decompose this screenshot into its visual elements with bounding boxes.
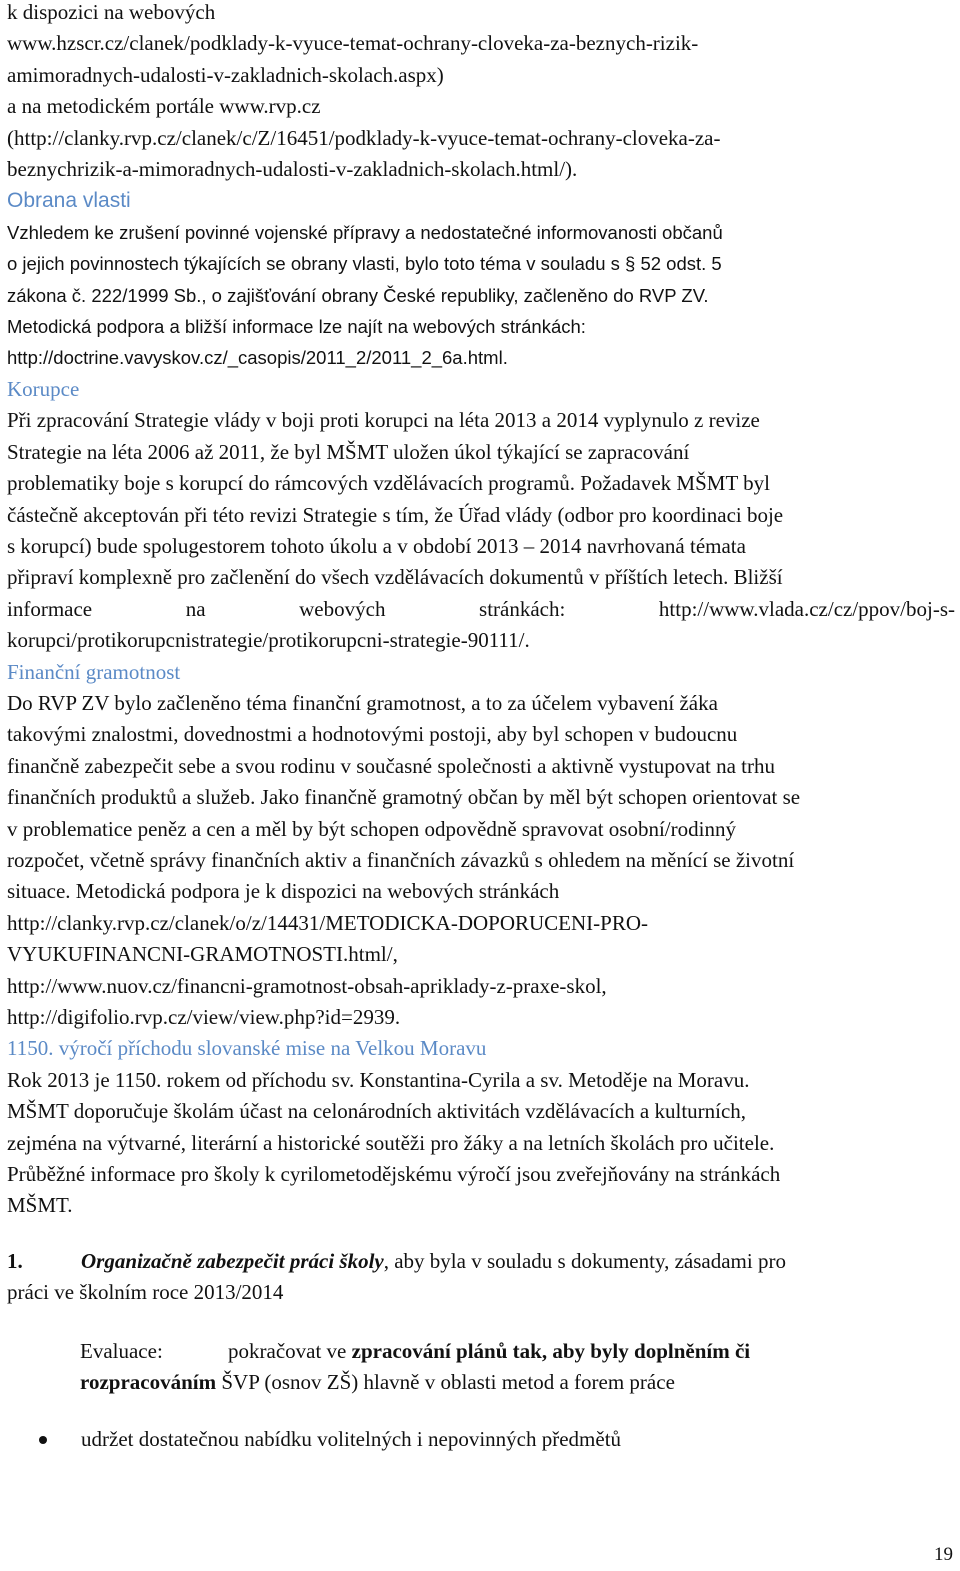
intro-url-line: amimoradnych-udalosti-v-zakladnich-skolach.aspx): [7, 62, 444, 87]
paragraph-line: Vzhledem ke zrušení povinné vojenské přípravy a nedostatečné informovanosti občanů: [7, 221, 723, 243]
paragraph-line: s korupcí) bude spolugestorem tohoto úkolu a v období 2013 – 2014 navrhovaná témata: [7, 533, 746, 558]
evaluation-line: Evaluace: pokračovat ve zpracování plánů tak, aby byly doplněním či: [80, 1336, 955, 1367]
paragraph-line: Při zpracování Strategie vlády v boji proti korupci na léta 2013 a 2014 vyplynulo z revize: [7, 408, 760, 433]
paragraph-line: Průběžné informace pro školy k cyrilometodějskému výročí jsou zveřejňovány na stránkách: [7, 1162, 781, 1187]
item-number: 1.: [7, 1248, 23, 1273]
intro-url-line: beznychrizik-a-mimoradnych-udalosti-v-zakladnich-skolach.html/).: [7, 157, 578, 182]
section-heading: Obrana vlasti: [7, 189, 131, 213]
paragraph-line: informace na webových stránkách: http://www.vlada.cz/cz/ppov/boj-s-: [7, 596, 955, 621]
bullet-item: [39, 1424, 955, 1455]
paragraph-line: připraví komplexně pro začlenění do všech vzdělávacích dokumentů v příštích letech. Bližší: [7, 565, 783, 590]
evaluation-emphasis: zpracování plánů tak, aby byly doplněním či: [351, 1338, 751, 1363]
section-heading: 1150. výročí příchodu slovanské mise na Velkou Moravu: [7, 1036, 487, 1061]
paragraph-line: finančně zabezpečit sebe a svou rodinu v současné společnosti a aktivně vystupovat na trhu: [7, 753, 776, 778]
section-heading: Finanční gramotnost: [7, 659, 181, 684]
bullet-text: udržet dostatečnou nabídku volitelných i nepovinných předmětů: [81, 1427, 622, 1452]
section-sign: §: [625, 253, 636, 275]
numbered-item-line: práci ve školním roce 2013/2014: [7, 1280, 284, 1305]
paragraph-line: takovými znalostmi, dovednostmi a hodnotovými postoji, aby byl schopen v budoucnu: [7, 722, 738, 747]
paragraph-line: zákona č. 222/1999 Sb., o zajišťování obrany České republiky, začleněno do RVP ZV.: [7, 284, 709, 306]
paragraph-line: Strategie na léta 2006 až 2011, že byl MŠMT uložen úkol týkající se zapracování: [7, 439, 690, 464]
korupce-section: [7, 374, 955, 657]
page-content: [7, 0, 955, 1456]
evaluation-line: rozpracováním ŠVP (osnov ZŠ) hlavně v oblasti metod a forem práce: [80, 1370, 675, 1395]
intro-block: [7, 0, 955, 185]
paragraph-line: MŠMT doporučuje školám účast na celonárodních aktivitách vzdělávacích a kulturních,: [7, 1099, 747, 1124]
link-line: http://digifolio.rvp.cz/view/view.php?id=2939.: [7, 1005, 401, 1029]
item-text: , aby byla v souladu s dokumenty, zásadami pro: [383, 1248, 786, 1273]
paragraph-line: rozpočet, včetně správy finančních aktiv a finančních závazků s ohledem na měnící se životní: [7, 847, 795, 872]
intro-url-line: (http://clanky.rvp.cz/clanek/c/Z/16451/podklady-k-vyuce-temat-ochrany-cloveka-za-: [7, 125, 721, 150]
paragraph-line: v problematice peněz a cen a měl by být schopen odpovědně spravovat osobní/rodinný: [7, 816, 736, 841]
bullet-dot-icon: [39, 1436, 47, 1444]
intro-line: k dispozici na webových: [7, 0, 216, 24]
numbered-item-line: [7, 1246, 955, 1277]
numbered-item: [7, 1246, 955, 1309]
paragraph-line: finančních produktů a služeb. Jako finančně gramotný občan by měl být schopen orientovat se: [7, 785, 801, 810]
vyroci-section: [7, 1033, 955, 1221]
paragraph-line: Metodická podpora a bližší informace lze najít na webových stránkách:: [7, 316, 586, 338]
link-line: http://clanky.rvp.cz/clanek/o/z/14431/METODICKA-DOPORUCENI-PRO-: [7, 910, 648, 935]
obrana-section: [7, 185, 955, 373]
paragraph-line: MŠMT.: [7, 1193, 73, 1218]
evaluation-block: [80, 1336, 955, 1399]
link-line: http://doctrine.vavyskov.cz/_casopis/2011_2/2011_2_6a.html.: [7, 347, 508, 369]
paragraph-line: Do RVP ZV bylo začleněno téma finanční gramotnost, a to za účelem vybavení žáka: [7, 690, 718, 715]
intro-url-line: www.hzscr.cz/clanek/podklady-k-vyuce-temat-ochrany-cloveka-za-beznych-rizik-: [7, 31, 699, 56]
paragraph-line: Rok 2013 je 1150. rokem od příchodu sv. Konstantina-Cyrila a sv. Metoděje na Moravu.: [7, 1067, 750, 1092]
evaluation-label: Evaluace:: [80, 1338, 163, 1363]
evaluation-emphasis: rozpracováním: [80, 1370, 217, 1395]
paragraph-line: problematiky boje s korupcí do rámcových vzdělávacích programů. Požadavek MŠMT byl: [7, 471, 770, 496]
paragraph-line: o jejich povinnostech týkajících se obrany vlasti, bylo toto téma v souladu s § 52 odst. 5: [7, 253, 722, 275]
paragraph-line: korupci/protikorupcnistrategie/protikorupcni-strategie-90111/.: [7, 628, 530, 653]
item-title: Organizačně zabezpečit práci školy: [81, 1248, 384, 1273]
link-line: http://www.nuov.cz/financni-gramotnost-obsah-apriklady-z-praxe-skol,: [7, 973, 607, 998]
section-heading: Korupce: [7, 376, 80, 401]
intro-line: a na metodickém portále www.rvp.cz: [7, 94, 321, 119]
paragraph-line: zejména na výtvarné, literární a historické soutěži pro žáky a na letních školách pro učitele.: [7, 1130, 775, 1155]
link-line: VYUKUFINANCNI-GRAMOTNOSTI.html/,: [7, 942, 398, 967]
financni-section: [7, 657, 955, 1034]
page-number: 19: [934, 1544, 953, 1565]
paragraph-line: částečně akceptován při této revizi Strategie s tím, že Úřad vlády (odbor pro koordinaci boje: [7, 502, 784, 527]
paragraph-line: situace. Metodická podpora je k dispozici na webových stránkách: [7, 879, 560, 904]
